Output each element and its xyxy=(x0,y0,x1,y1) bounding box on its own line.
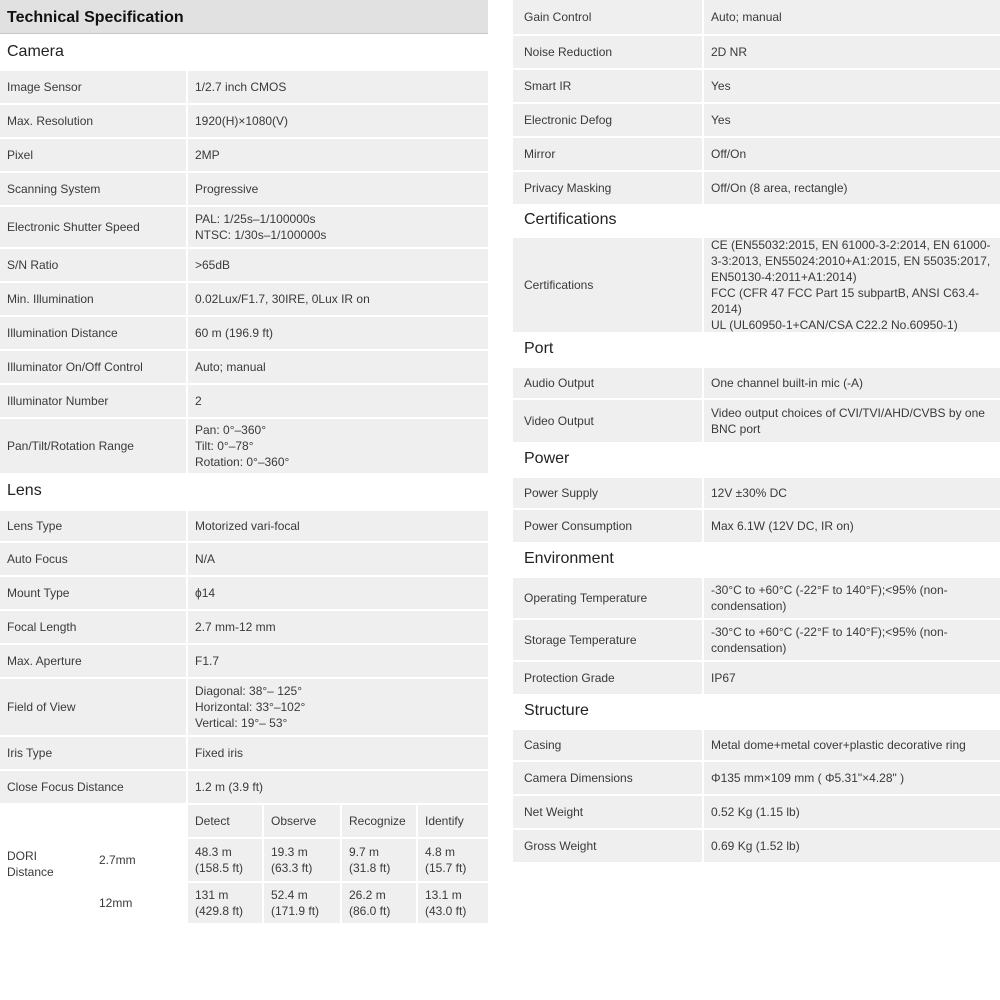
spec-value: Yes xyxy=(702,70,1000,102)
spec-label: Focal Length xyxy=(7,620,77,634)
spec-row xyxy=(0,103,488,137)
dori-label: DORI Distance xyxy=(0,803,90,923)
spec-label: Net Weight xyxy=(524,805,584,819)
spec-label: Storage Temperature xyxy=(524,633,637,647)
spec-label: Pixel xyxy=(7,148,34,162)
spec-row xyxy=(0,609,488,643)
spec-label: Auto Focus xyxy=(7,552,68,566)
spec-row xyxy=(0,643,488,677)
dori-value-cell: 48.3 m (158.5 ft) xyxy=(186,837,262,881)
spec-row xyxy=(513,236,1000,332)
spec-row xyxy=(0,171,488,205)
spec-row xyxy=(0,677,488,735)
spec-label: Close Focus Distance xyxy=(7,780,124,794)
spec-value: Max 6.1W (12V DC, IR on) xyxy=(702,510,1000,542)
spec-value: 0.02Lux/F1.7, 30IRE, 0Lux IR on xyxy=(186,283,488,315)
spec-label: Casing xyxy=(524,738,562,752)
spec-label: Privacy Masking xyxy=(524,181,612,195)
dori-focal-cell: 12mm xyxy=(90,881,186,923)
spec-value: CE (EN55032:2015, EN 61000-3-2:2014, EN 61000- 3-3:2013, EN55024:2010+A1:2015, EN 55035:2017, EN50130-4:2011+A1:2014) FCC (CFR 47 FCC Part 15 subpartB, ANSI C63.4-2014) UL (UL60950-1+CAN/CSA C22.2 No.60950-1) xyxy=(702,238,1000,332)
spec-value: Auto; manual xyxy=(186,351,488,383)
spec-row xyxy=(513,170,1000,204)
spec-label: Audio Output xyxy=(524,376,595,390)
spec-row xyxy=(513,34,1000,68)
spec-label: Video Output xyxy=(524,414,594,428)
spec-label: Noise Reduction xyxy=(524,45,613,59)
dori-value-cell: 4.8 m (15.7 ft) xyxy=(416,837,488,881)
spec-row xyxy=(513,508,1000,542)
spec-value: Yes xyxy=(702,104,1000,136)
left-spec-column xyxy=(0,0,488,923)
section-heading-power: Power xyxy=(513,442,1000,476)
spec-label: Iris Type xyxy=(7,746,53,760)
spec-label: Power Consumption xyxy=(524,519,633,533)
spec-row xyxy=(0,315,488,349)
spec-label: Mount Type xyxy=(7,586,70,600)
spec-value: 2D NR xyxy=(702,36,1000,68)
spec-value: -30°C to +60°C (-22°F to 140°F);<95% (non- condensation) xyxy=(702,620,1000,660)
spec-row xyxy=(513,760,1000,794)
spec-label: Scanning System xyxy=(7,182,101,196)
spec-value: Off/On (8 area, rectangle) xyxy=(702,172,1000,204)
spec-label: Image Sensor xyxy=(7,80,82,94)
dori-value-cell: 52.4 m (171.9 ft) xyxy=(262,881,340,923)
dori-distance-table xyxy=(0,803,488,923)
spec-value: N/A xyxy=(186,543,488,575)
dori-header-cell: Detect xyxy=(186,803,262,837)
spec-row xyxy=(0,575,488,609)
spec-row xyxy=(0,735,488,769)
spec-label: Illumination Distance xyxy=(7,326,118,340)
spec-value: 60 m (196.9 ft) xyxy=(186,317,488,349)
spec-value: Diagonal: 38°– 125° Horizontal: 33°–102° Vertical: 19°– 53° xyxy=(186,679,488,735)
dori-value-cell: 9.7 m (31.8 ft) xyxy=(340,837,416,881)
spec-label: Mirror xyxy=(524,147,556,161)
spec-label: Gain Control xyxy=(524,10,592,24)
spec-label: Max. Resolution xyxy=(7,114,94,128)
spec-value: Auto; manual xyxy=(702,0,1000,34)
spec-label: Lens Type xyxy=(7,519,63,533)
dori-value-cell: 26.2 m (86.0 ft) xyxy=(340,881,416,923)
spec-value: Progressive xyxy=(186,173,488,205)
dori-header-cell: Observe xyxy=(262,803,340,837)
spec-value: One channel built-in mic (-A) xyxy=(702,368,1000,398)
spec-value: Metal dome+metal cover+plastic decorative ring xyxy=(702,730,1000,760)
spec-value: 1920(H)×1080(V) xyxy=(186,105,488,137)
spec-row xyxy=(513,0,1000,34)
spec-value: 2.7 mm-12 mm xyxy=(186,611,488,643)
spec-row xyxy=(0,137,488,171)
spec-row xyxy=(0,349,488,383)
spec-value: PAL: 1/25s–1/100000s NTSC: 1/30s–1/100000s xyxy=(186,207,488,247)
spec-value: Motorized vari-focal xyxy=(186,511,488,541)
spec-row xyxy=(0,69,488,103)
page-title: Technical Specification xyxy=(0,0,488,34)
spec-value: -30°C to +60°C (-22°F to 140°F);<95% (non- condensation) xyxy=(702,578,1000,618)
spec-value: 2MP xyxy=(186,139,488,171)
spec-row xyxy=(0,205,488,247)
spec-label: Electronic Shutter Speed xyxy=(7,220,140,234)
dori-header-cell: Recognize xyxy=(340,803,416,837)
spec-row xyxy=(513,618,1000,660)
spec-value: 1/2.7 inch CMOS xyxy=(186,71,488,103)
spec-label: Operating Temperature xyxy=(524,591,648,605)
spec-row xyxy=(513,728,1000,760)
spec-value: 2 xyxy=(186,385,488,417)
spec-value: Fixed iris xyxy=(186,737,488,769)
dori-value-cell: 131 m (429.8 ft) xyxy=(186,881,262,923)
spec-value: F1.7 xyxy=(186,645,488,677)
spec-label: S/N Ratio xyxy=(7,258,59,272)
spec-label: Smart IR xyxy=(524,79,572,93)
section-heading-environment: Environment xyxy=(513,542,1000,576)
section-heading-port: Port xyxy=(513,332,1000,366)
spec-label: Max. Aperture xyxy=(7,654,82,668)
spec-row xyxy=(0,383,488,417)
spec-label: Electronic Defog xyxy=(524,113,613,127)
spec-value: ϕ14 xyxy=(186,577,488,609)
spec-row xyxy=(0,417,488,473)
spec-label: Gross Weight xyxy=(524,839,597,853)
spec-label: Pan/Tilt/Rotation Range xyxy=(7,439,134,453)
spec-row xyxy=(0,541,488,575)
spec-row xyxy=(0,769,488,803)
spec-row xyxy=(513,476,1000,508)
spec-row xyxy=(0,281,488,315)
spec-value: Off/On xyxy=(702,138,1000,170)
section-heading-structure: Structure xyxy=(513,694,1000,728)
spec-label: Field of View xyxy=(7,700,76,714)
dori-value-cell: 19.3 m (63.3 ft) xyxy=(262,837,340,881)
section-heading-lens: Lens xyxy=(0,473,488,509)
section-heading-camera: Camera xyxy=(0,34,488,69)
spec-row xyxy=(513,660,1000,694)
dori-header-cell: Identify xyxy=(416,803,488,837)
spec-value: 0.52 Kg (1.15 lb) xyxy=(702,796,1000,828)
dori-focal-cell: 2.7mm xyxy=(90,837,186,881)
dori-header-blank xyxy=(90,803,186,837)
spec-row xyxy=(513,398,1000,442)
spec-label: Camera Dimensions xyxy=(524,771,633,785)
spec-value: 1.2 m (3.9 ft) xyxy=(186,771,488,803)
spec-value: 0.69 Kg (1.52 lb) xyxy=(702,830,1000,862)
spec-value: Pan: 0°–360° Tilt: 0°–78° Rotation: 0°–360° xyxy=(186,419,488,473)
spec-label: Protection Grade xyxy=(524,671,615,685)
spec-row xyxy=(0,247,488,281)
spec-row xyxy=(513,68,1000,102)
spec-label: Illuminator Number xyxy=(7,394,109,408)
spec-value: Video output choices of CVI/TVI/AHD/CVBS by one BNC port xyxy=(702,400,1000,442)
spec-value: 12V ±30% DC xyxy=(702,478,1000,508)
spec-value: Φ135 mm×109 mm ( Φ5.31"×4.28" ) xyxy=(702,762,1000,794)
spec-row xyxy=(513,102,1000,136)
dori-value-cell: 13.1 m (43.0 ft) xyxy=(416,881,488,923)
spec-row xyxy=(0,509,488,541)
spec-label: Min. Illumination xyxy=(7,292,94,306)
spec-value: IP67 xyxy=(702,662,1000,694)
spec-label: Certifications xyxy=(524,278,594,292)
spec-value: >65dB xyxy=(186,249,488,281)
spec-row xyxy=(513,828,1000,862)
right-spec-column xyxy=(513,0,1000,862)
spec-row xyxy=(513,576,1000,618)
spec-label: Power Supply xyxy=(524,486,599,500)
spec-row xyxy=(513,794,1000,828)
spec-row xyxy=(513,366,1000,398)
section-heading-certifications: Certifications xyxy=(513,204,1000,236)
spec-row xyxy=(513,136,1000,170)
spec-label: Illuminator On/Off Control xyxy=(7,360,143,374)
